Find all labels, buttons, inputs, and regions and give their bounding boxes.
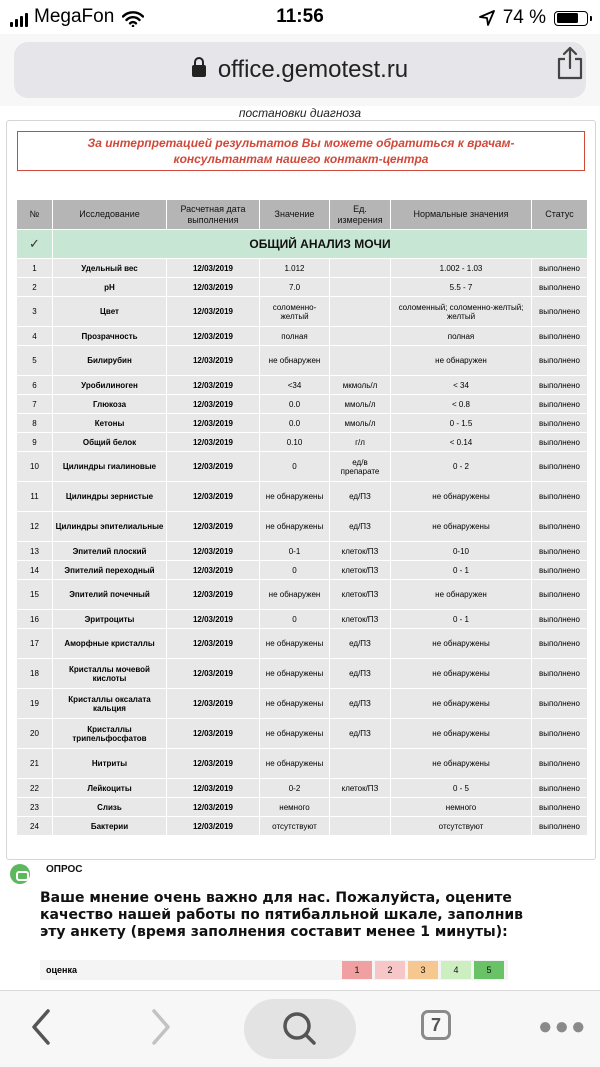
row-date: 12/03/2019 [167,629,260,659]
row-status: выполнено [532,659,588,689]
row-value: не обнаружены [260,482,330,512]
row-norm: не обнаружены [391,749,532,779]
row-status: выполнено [532,512,588,542]
row-date: 12/03/2019 [167,689,260,719]
row-date: 12/03/2019 [167,719,260,749]
diagnosis-text: постановки диагноза [238,106,362,120]
results-panel [6,120,596,860]
rating-label: оценка [46,965,77,975]
row-norm: 5.5 - 7 [391,278,532,297]
row-unit: ед/ПЗ [330,659,391,689]
clock: 11:56 [276,6,324,27]
row-value: не обнаружены [260,749,330,779]
row-value: 0-2 [260,779,330,798]
table-header-row [17,200,588,230]
row-unit: ммоль/л [330,395,391,414]
col-header-value: Значение [260,200,330,230]
table-row [17,659,588,689]
row-status: выполнено [532,580,588,610]
more-icon[interactable]: ●●● [538,1013,588,1040]
row-number: 22 [17,779,53,798]
row-norm: соломенный; соломенно-желтый; желтый [391,297,532,327]
row-unit [330,278,391,297]
row-value: соломенно-желтый [260,297,330,327]
row-status: выполнено [532,749,588,779]
row-unit: клеток/ПЗ [330,779,391,798]
survey-text: Ваше мнение очень важно для нас. Пожалуйста, оцените качество нашей работы по пятибалльной шкале, заполнив эту анкету (время заполнения составит менее 1 минуты): [40,890,524,940]
row-status: выполнено [532,297,588,327]
row-test-name: Цвет [53,297,167,327]
row-unit [330,297,391,327]
row-test-name: pH [53,278,167,297]
row-norm: < 34 [391,376,532,395]
table-row [17,542,588,561]
browser-address-area [0,34,600,106]
row-status: выполнено [532,395,588,414]
row-test-name: Эпителий плоский [53,542,167,561]
row-date: 12/03/2019 [167,395,260,414]
consult-notice [17,131,585,171]
row-norm: не обнаружены [391,512,532,542]
row-number: 3 [17,297,53,327]
row-status: выполнено [532,482,588,512]
row-date: 12/03/2019 [167,749,260,779]
row-value: 0 [260,452,330,482]
table-row [17,629,588,659]
table-row [17,297,588,327]
row-status: выполнено [532,376,588,395]
row-unit [330,327,391,346]
row-value: <34 [260,376,330,395]
table-row [17,749,588,779]
table-row [17,719,588,749]
col-header-number: № [17,200,53,230]
rating-row [40,960,508,980]
row-norm: 0 - 1.5 [391,414,532,433]
row-unit: ммоль/л [330,414,391,433]
row-number: 20 [17,719,53,749]
row-status: выполнено [532,327,588,346]
row-number: 8 [17,414,53,433]
row-number: 18 [17,659,53,689]
rating-score-3[interactable]: 3 [408,961,438,979]
row-date: 12/03/2019 [167,580,260,610]
table-row [17,452,588,482]
row-test-name: Аморфные кристаллы [53,629,167,659]
col-header-status: Статус [532,200,588,230]
row-status: выполнено [532,779,588,798]
row-unit: клеток/ПЗ [330,610,391,629]
row-date: 12/03/2019 [167,610,260,629]
search-icon [244,999,356,1059]
row-norm: немного [391,798,532,817]
row-norm: < 0.14 [391,433,532,452]
row-value: полная [260,327,330,346]
row-test-name: Нитриты [53,749,167,779]
row-number: 17 [17,629,53,659]
row-unit: мкмоль/л [330,376,391,395]
row-number: 14 [17,561,53,580]
tabs-button[interactable]: 7 [421,1010,451,1040]
row-number: 11 [17,482,53,512]
row-date: 12/03/2019 [167,659,260,689]
row-norm: не обнаружены [391,629,532,659]
table-row [17,817,588,836]
table-row [17,414,588,433]
row-status: выполнено [532,278,588,297]
row-unit: ед/ПЗ [330,482,391,512]
row-test-name: Цилиндры эпителиальные [53,512,167,542]
row-norm: 0 - 1 [391,610,532,629]
row-number: 16 [17,610,53,629]
row-number: 6 [17,376,53,395]
row-date: 12/03/2019 [167,482,260,512]
carrier-name: MegaFon [34,6,115,27]
row-norm: 0 - 1 [391,561,532,580]
row-date: 12/03/2019 [167,297,260,327]
row-number: 7 [17,395,53,414]
row-value: не обнаружены [260,512,330,542]
row-status: выполнено [532,817,588,836]
row-status: выполнено [532,433,588,452]
row-status: выполнено [532,414,588,433]
row-date: 12/03/2019 [167,779,260,798]
row-number: 12 [17,512,53,542]
table-row [17,689,588,719]
checkmark-icon: ✓ [29,236,40,251]
row-date: 12/03/2019 [167,376,260,395]
rating-score-4[interactable]: 4 [441,961,471,979]
row-unit: г/л [330,433,391,452]
row-norm: не обнаружены [391,689,532,719]
row-test-name: Эпителий почечный [53,580,167,610]
table-row [17,610,588,629]
row-date: 12/03/2019 [167,327,260,346]
table-row [17,259,588,278]
row-test-name: Цилиндры зернистые [53,482,167,512]
row-date: 12/03/2019 [167,561,260,580]
back-arrow-icon[interactable] [24,1005,60,1049]
table-row [17,580,588,610]
row-number: 9 [17,433,53,452]
row-date: 12/03/2019 [167,433,260,452]
row-test-name: Кристаллы трипельфосфатов [53,719,167,749]
row-number: 13 [17,542,53,561]
row-test-name: Кристаллы мочевой кислоты [53,659,167,689]
row-value: не обнаружены [260,659,330,689]
row-unit: ед/ПЗ [330,689,391,719]
row-date: 12/03/2019 [167,798,260,817]
row-number: 15 [17,580,53,610]
row-norm: отсутствуют [391,817,532,836]
notice-line-1: За интерпретацией результатов Вы можете обратиться к врачам- [87,136,515,150]
status-bar [0,0,600,34]
survey-label: ОПРОС [46,864,83,875]
location-arrow-icon [479,10,495,26]
row-value: 1.012 [260,259,330,278]
row-test-name: Слизь [53,798,167,817]
table-row [17,346,588,376]
row-value: не обнаружены [260,629,330,659]
table-row [17,327,588,346]
rating-score-1[interactable]: 1 [342,961,372,979]
row-status: выполнено [532,610,588,629]
group-checkbox[interactable] [17,230,53,259]
notice-line-2: консультантам нашего контакт-центра [173,152,429,166]
row-number: 5 [17,346,53,376]
row-test-name: Уробилиноген [53,376,167,395]
table-row [17,798,588,817]
row-unit [330,798,391,817]
rating-score-2[interactable]: 2 [375,961,405,979]
row-status: выполнено [532,542,588,561]
row-value: не обнаружены [260,689,330,719]
row-date: 12/03/2019 [167,452,260,482]
row-status: выполнено [532,561,588,580]
row-unit: клеток/ПЗ [330,580,391,610]
table-row [17,561,588,580]
row-norm: не обнаружен [391,346,532,376]
row-unit: ед/ПЗ [330,719,391,749]
row-value: 0 [260,561,330,580]
row-date: 12/03/2019 [167,346,260,376]
row-norm: не обнаружен [391,580,532,610]
row-norm: 1.002 - 1.03 [391,259,532,278]
row-date: 12/03/2019 [167,817,260,836]
row-test-name: Кристаллы оксалата кальция [53,689,167,719]
table-row [17,278,588,297]
row-value: 0.10 [260,433,330,452]
results-table [16,199,588,836]
row-number: 24 [17,817,53,836]
table-row [17,482,588,512]
col-header-test: Исследование [53,200,167,230]
row-test-name: Общий белок [53,433,167,452]
row-number: 21 [17,749,53,779]
row-test-name: Цилиндры гиалиновые [53,452,167,482]
row-status: выполнено [532,346,588,376]
col-header-unit: Ед. измерения [330,200,391,230]
row-value: 7.0 [260,278,330,297]
row-date: 12/03/2019 [167,512,260,542]
row-test-name: Глюкоза [53,395,167,414]
row-value: 0.0 [260,414,330,433]
row-norm: не обнаружены [391,719,532,749]
group-row [17,230,588,259]
row-norm: полная [391,327,532,346]
row-norm: 0 - 5 [391,779,532,798]
row-test-name: Эритроциты [53,610,167,629]
address-bar[interactable] [14,42,586,98]
row-norm: < 0.8 [391,395,532,414]
row-unit: ед/ПЗ [330,629,391,659]
col-header-date: Расчетная дата выполнения [167,200,260,230]
row-status: выполнено [532,629,588,659]
table-row [17,395,588,414]
table-row [17,512,588,542]
row-test-name: Билирубин [53,346,167,376]
row-value: не обнаружен [260,346,330,376]
row-value: не обнаружены [260,719,330,749]
row-test-name: Прозрачность [53,327,167,346]
row-test-name: Удельный вес [53,259,167,278]
row-status: выполнено [532,452,588,482]
table-row [17,779,588,798]
row-unit [330,259,391,278]
row-status: выполнено [532,689,588,719]
page-content [0,106,600,990]
row-date: 12/03/2019 [167,542,260,561]
row-test-name: Бактерии [53,817,167,836]
url-display[interactable] [14,56,586,84]
row-date: 12/03/2019 [167,414,260,433]
url-text: office.gemotest.ru [217,56,409,83]
row-test-name: Эпителий переходный [53,561,167,580]
row-unit: клеток/ПЗ [330,542,391,561]
share-icon[interactable] [556,46,584,80]
search-button[interactable] [244,999,356,1059]
col-header-norm: Нормальные значения [391,200,532,230]
row-unit: клеток/ПЗ [330,561,391,580]
row-norm: не обнаружены [391,482,532,512]
lock-icon [192,65,206,77]
group-title: ОБЩИЙ АНАЛИЗ МОЧИ [53,230,588,259]
row-number: 1 [17,259,53,278]
survey-chat-icon [10,864,30,884]
rating-score-5[interactable]: 5 [474,961,504,979]
row-value: 0-1 [260,542,330,561]
browser-toolbar [0,990,600,1067]
battery-percent: 74 % [502,7,546,28]
row-number: 10 [17,452,53,482]
row-unit: ед/ПЗ [330,512,391,542]
status-right [479,7,588,29]
row-test-name: Лейкоциты [53,779,167,798]
row-unit [330,749,391,779]
row-value: не обнаружен [260,580,330,610]
row-value: 0.0 [260,395,330,414]
row-status: выполнено [532,259,588,278]
table-row [17,376,588,395]
row-value: 0 [260,610,330,629]
row-date: 12/03/2019 [167,278,260,297]
battery-icon [554,11,588,26]
table-row [17,433,588,452]
row-number: 4 [17,327,53,346]
row-number: 23 [17,798,53,817]
row-norm: не обнаружены [391,659,532,689]
row-unit [330,346,391,376]
row-date: 12/03/2019 [167,259,260,278]
row-value: немного [260,798,330,817]
row-norm: 0 - 2 [391,452,532,482]
row-number: 2 [17,278,53,297]
row-status: выполнено [532,719,588,749]
row-unit [330,817,391,836]
row-test-name: Кетоны [53,414,167,433]
forward-arrow-icon[interactable] [142,1005,178,1049]
row-norm: 0-10 [391,542,532,561]
row-unit: ед/в препарате [330,452,391,482]
row-status: выполнено [532,798,588,817]
row-number: 19 [17,689,53,719]
row-value: отсутствуют [260,817,330,836]
